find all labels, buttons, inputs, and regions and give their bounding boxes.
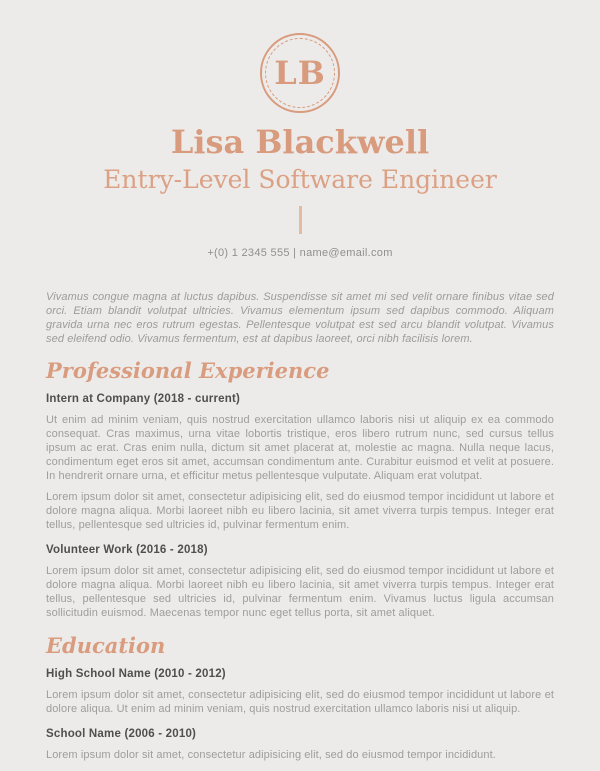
entry-paragraph: Lorem ipsum dolor sit amet, consectetur adipisicing elit, sed do eiusmod tempor incididunt ut labore et dolore aliqua. Ut enim ad minim veniam, quis nostrud exercitation ullamco laboris nisi ut aliquip.	[46, 689, 554, 715]
entry-title-high-school: High School Name (2010 - 2012)	[46, 668, 226, 680]
resume-header	[46, 33, 554, 260]
experience-entry	[46, 393, 554, 532]
section-education	[46, 633, 554, 762]
contact-line: +(0) 1 2345 555 | name@email.com	[207, 247, 393, 259]
entry-title-intern: Intern at Company (2018 - current)	[46, 393, 241, 405]
summary-paragraph: Vivamus congue magna at luctus dapibus. Suspendisse sit amet mi sed velit ornare finibus vitae sed orci. Etiam blandit volutpat ultricies. Vivamus elementum ipsum sed dapibus commodo. Aliquam gravida urna nec eros rutrum egestas. Pellentesque volutpat est sed arcu blandit volutpat. Vivamus sed eleifend odio. Vivamus fermentum, est at dapibus laoreet, orci nibh facilisis lorem.	[46, 291, 554, 345]
education-entry	[46, 668, 554, 716]
person-name: Lisa Blackwell	[170, 123, 430, 161]
vertical-divider	[299, 206, 302, 234]
section-professional-experience	[46, 358, 554, 620]
education-entry	[46, 728, 554, 762]
person-job-title: Entry-Level Software Engineer	[103, 165, 497, 194]
experience-entry	[46, 544, 554, 620]
entry-title-school: School Name (2006 - 2010)	[46, 728, 197, 740]
section-heading-education: Education	[46, 633, 166, 658]
monogram-initials: LB	[274, 54, 326, 92]
section-heading-professional-experience: Professional Experience	[46, 358, 330, 383]
entry-paragraph: Lorem ipsum dolor sit amet, consectetur adipisicing elit, sed do eiusmod tempor incididunt ut labore et dolore magna aliqua. Morbi laoreet nibh eu libero lacinia, sit amet viverra turpis tempus. Integer erat tellus, pellentesque sed ultricies id, pulvinar fermentum enim. Vivamus luctus ligula accumsan sollicitudin euismod. Maecenas tempor nunc eget tellus porta, sit amet aliquet.	[46, 565, 554, 619]
entry-paragraph: Ut enim ad minim veniam, quis nostrud exercitation ullamco laboris nisi ut aliquip ex ea commodo consequat. Cras maximus, urna vitae lobortis tristique, eros libero rutrum nunc, sed cursus tellus ipsum ac erat. Cras enim nulla, dictum sit amet placerat at, molestie ac magna. Nulla neque lacus, condimentum eget eros sit amet, accumsan condimentum ante. Curabitur euismod et velit at posuere. In hendrerit ornare urna, et efficitur metus pellentesque vulputate. Aliquam erat volutpat.	[46, 414, 554, 482]
entry-paragraph: Lorem ipsum dolor sit amet, consectetur adipisicing elit, sed do eiusmod tempor incididunt.	[46, 749, 496, 761]
monogram-dashed-ring-icon	[265, 38, 335, 108]
entry-title-volunteer: Volunteer Work (2016 - 2018)	[46, 544, 208, 556]
entry-paragraph: Lorem ipsum dolor sit amet, consectetur adipisicing elit, sed do eiusmod tempor incididunt ut labore et dolore magna aliqua. Morbi laoreet nibh eu libero lacinia, sit amet viverra turpis tempus. Integer erat tellus, pellentesque sed ultricies id, pulvinar fermentum enim.	[46, 491, 554, 531]
monogram-badge	[260, 33, 340, 113]
